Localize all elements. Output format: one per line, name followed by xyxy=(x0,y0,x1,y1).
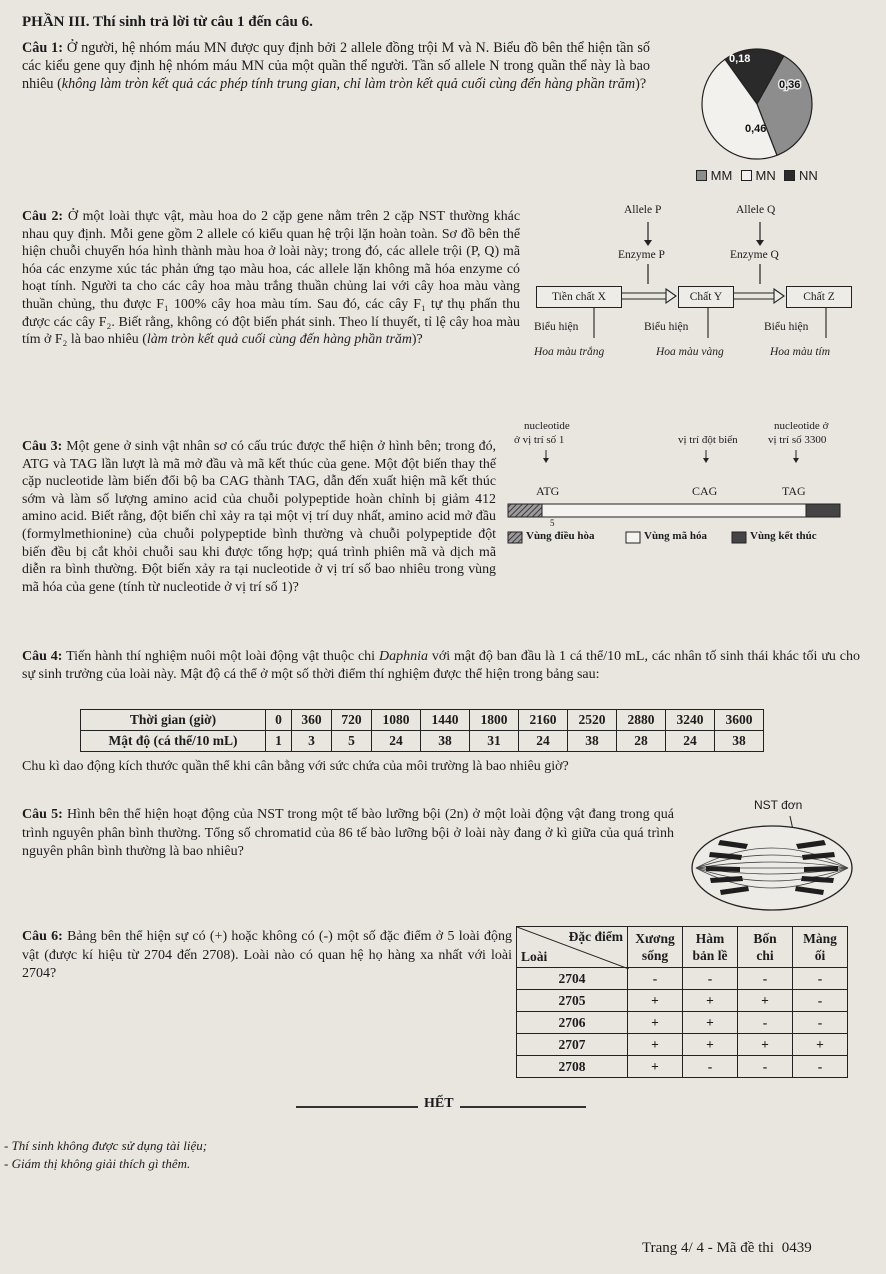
question-1-end: )? xyxy=(635,75,647,92)
allele-q-label: Allele Q xyxy=(736,204,776,216)
col-vertebra-l1: Xương xyxy=(635,931,675,946)
col-amnion-l1: Màng xyxy=(803,931,837,946)
mutation-codon-cag: CAG xyxy=(692,484,718,498)
gene-structure-diagram xyxy=(506,418,856,550)
legend-nn-icon xyxy=(784,170,795,181)
allele-p-label: Allele P xyxy=(624,204,662,216)
trait-cell: + xyxy=(628,990,683,1012)
species-id: 2706 xyxy=(517,1012,628,1034)
col-limbs xyxy=(738,927,793,968)
time-cell: 1080 xyxy=(372,710,421,731)
col-limbs-l2: chi xyxy=(756,948,774,963)
page-number-text: Trang 4/ 4 - Mã đề thi xyxy=(642,1240,774,1256)
density-row xyxy=(81,731,764,752)
question-1-note: không làm tròn kết quả các phép tính trung gian, chỉ làm tròn kết quả cuối cùng đến hàng phần trăm xyxy=(61,75,636,92)
expression-label-z: Biểu hiện xyxy=(764,321,809,333)
table-row xyxy=(517,1056,848,1078)
col-amnion xyxy=(793,927,848,968)
table-row xyxy=(517,1034,848,1056)
col-jaw xyxy=(683,927,738,968)
end-mark: HẾT xyxy=(418,1096,460,1112)
question-2-label: Câu 2: xyxy=(22,209,64,224)
enzyme-q-label: Enzyme Q xyxy=(730,249,779,261)
time-cell: 2880 xyxy=(617,710,666,731)
question-3-part-a xyxy=(22,438,496,596)
species-traits-table xyxy=(516,926,848,1078)
density-cell: 1 xyxy=(266,731,292,752)
question-4 xyxy=(22,648,860,684)
question-6-label: Câu 6: xyxy=(22,929,63,944)
table-row xyxy=(517,968,848,990)
density-cell: 38 xyxy=(421,731,470,752)
legend-mm-icon xyxy=(696,170,707,181)
legend-termination-region: Vùng kết thúc xyxy=(750,530,817,542)
nuc3300-label-a: nucleotide ở xyxy=(774,420,829,432)
density-cell: 24 xyxy=(519,731,568,752)
single-chromosome-label: NST đơn xyxy=(754,798,803,812)
legend-mm-label: MM xyxy=(710,168,733,183)
species-id: 2705 xyxy=(517,990,628,1012)
density-cell: 28 xyxy=(617,731,666,752)
trait-cell: + xyxy=(683,990,738,1012)
legend-coding-region: Vùng mã hóa xyxy=(644,530,707,542)
trait-cell: - xyxy=(738,1012,793,1034)
time-cell: 720 xyxy=(332,710,372,731)
header-species: Loài xyxy=(521,949,548,964)
question-5 xyxy=(22,806,674,862)
time-cell: 1440 xyxy=(421,710,470,731)
question-6-text: Bảng bên thể hiện sự có (+) hoặc không có (-) một số đặc điểm ở 5 loài động vật (được kí hiệu từ 2704 đến 2708). Loài nào có quan hệ họ hàng xa nhất với loài 2704? xyxy=(22,929,512,981)
footer-note-2: - Giám thị không giải thích gì thêm. xyxy=(4,1156,191,1171)
question-1-text: Ở người, hệ nhóm máu MN được quy định bởi 2 allele đồng trội M và N. Biểu đồ bên thể hiện tần số các kiểu gene quy định hệ nhóm máu MN của một quần thể người. Tần số allele N trong quần thể này là bao nhiêu ( xyxy=(22,40,650,92)
trait-cell: - xyxy=(793,1056,848,1078)
stop-codon-tag: TAG xyxy=(782,484,806,498)
question-1-label: Câu 1: xyxy=(22,40,63,56)
species-id: 2704 xyxy=(517,968,628,990)
page-footer xyxy=(642,1240,812,1257)
expression-label-x: Biểu hiện xyxy=(534,321,579,333)
table-row xyxy=(517,1012,848,1034)
trait-cell: + xyxy=(683,1012,738,1034)
anaphase-cell-figure xyxy=(686,814,858,914)
trait-cell: + xyxy=(628,1056,683,1078)
density-cell: 24 xyxy=(666,731,715,752)
species-id: 2707 xyxy=(517,1034,628,1056)
legend-mn-icon xyxy=(741,170,752,181)
small-number-5: 5 xyxy=(550,518,555,528)
time-header: Thời gian (giờ) xyxy=(81,710,266,731)
nuc1-label-b: ở vị trí số 1 xyxy=(514,434,565,446)
section-title: PHẦN III. Thí sinh trả lời từ câu 1 đến câu 6. xyxy=(22,14,313,30)
time-cell: 2520 xyxy=(568,710,617,731)
trait-cell: + xyxy=(683,1034,738,1056)
density-cell: 3 xyxy=(292,731,332,752)
question-1 xyxy=(22,40,650,93)
question-2-text: Ở một loài thực vật, màu hoa do 2 cặp gene nằm trên 2 cặp NST thường khác nhau quy định. Mỗi gene gồm 2 allele có kiểu quan hệ trội lặn hoàn toàn. Sơ đồ bên thể hiện chuỗi chuyển hóa hình thành màu hoa ở loài này; trong đó, các allele trội (P, Q) mã hóa các enzyme xúc tác phản ứng tạo màu hoa, các allele lặn không mã hóa enzyme có hoạt tính. Người ta cho các cây hoa màu trắng thuần chủng lai với cây hoa màu vàng thuần chủng, thu được F₁ 100% cây hoa màu tím. Sau đó, các cây F₁ tự thụ phấn thu được các cây F₂. Biết rằng, không có đột biến phát sinh. Theo lí thuyết, tỉ lệ cây hoa màu tím ở F₂ là bao nhiêu ( xyxy=(22,209,520,348)
question-4-label: Câu 4: xyxy=(22,649,63,664)
time-cell: 2160 xyxy=(519,710,568,731)
pathway-arrows xyxy=(528,200,858,368)
density-cell: 38 xyxy=(568,731,617,752)
col-vertebra-l2: sống xyxy=(641,948,669,963)
time-cell: 360 xyxy=(292,710,332,731)
col-limbs-l1: Bốn xyxy=(753,931,777,946)
header-traits: Đặc điểm xyxy=(568,929,623,944)
question-4-text-a: Tiến hành thí nghiệm nuôi một loài động vật thuộc chi xyxy=(66,649,379,664)
col-jaw-l1: Hàm xyxy=(695,931,725,946)
question-6 xyxy=(22,928,512,984)
trait-cell: - xyxy=(738,1056,793,1078)
genotype-pie-chart xyxy=(682,46,832,162)
trait-cell: + xyxy=(738,1034,793,1056)
nuc1-label-a: nucleotide xyxy=(524,420,570,432)
footer-note-1: - Thí sinh không được sử dụng tài liệu; xyxy=(4,1138,208,1153)
pie-legend xyxy=(696,168,856,183)
legend-regulatory-region: Vùng điều hòa xyxy=(526,530,595,542)
question-3-label: Câu 3: xyxy=(22,439,63,454)
table-corner-cell xyxy=(517,927,628,968)
substance-y-box: Chất Y xyxy=(678,286,734,308)
trait-cell: - xyxy=(628,968,683,990)
pie-label-mm: 0,36 xyxy=(779,79,801,91)
question-2-part-a xyxy=(22,208,520,349)
col-jaw-l2: bản lề xyxy=(692,948,728,963)
trait-cell: - xyxy=(683,968,738,990)
question-5-label: Câu 5: xyxy=(22,807,63,822)
mutation-position-label: vị trí đột biến xyxy=(678,434,738,446)
question-2-note: làm tròn kết quả cuối cùng đến hàng phần trăm xyxy=(146,332,412,348)
nuc3300-label-b: vị trí số 3300 xyxy=(768,434,827,446)
time-row xyxy=(81,710,764,731)
pie-label-mn: 0,46 xyxy=(745,123,767,135)
trait-cell: + xyxy=(628,1012,683,1034)
enzyme-p-label: Enzyme P xyxy=(618,249,665,261)
substance-z-box: Chất Z xyxy=(786,286,852,308)
legend-nn-label: NN xyxy=(799,168,818,183)
col-vertebra xyxy=(628,927,683,968)
table-row xyxy=(517,990,848,1012)
trait-cell: + xyxy=(628,1034,683,1056)
time-cell: 3600 xyxy=(715,710,764,731)
start-codon-atg: ATG xyxy=(536,484,560,498)
daphnia-density-table xyxy=(80,709,764,752)
question-4-ask: Chu kì dao động kích thước quần thể khi cân bằng với sức chứa của môi trường là bao nhiêu giờ? xyxy=(22,759,569,774)
time-cell: 3240 xyxy=(666,710,715,731)
purple-flower-label: Hoa màu tím xyxy=(770,346,831,358)
trait-cell: - xyxy=(793,990,848,1012)
trait-cell: - xyxy=(793,968,848,990)
density-cell: 24 xyxy=(372,731,421,752)
density-header: Mật độ (cá thể/10 mL) xyxy=(81,731,266,752)
density-cell: 31 xyxy=(470,731,519,752)
trait-cell: - xyxy=(738,968,793,990)
question-4-text-b: với mật độ ban đầu là 1 cá thể/10 mL, các nhân tố sinh thái khác tối ưu cho sự sinh trưởng của loài này. Mật độ cá thể ở một số thời điểm thí nghiệm được thể hiện trong bảng sau: xyxy=(22,649,861,682)
question-4-genus: Daphnia xyxy=(378,649,428,664)
question-2-end: )? xyxy=(411,332,423,348)
density-cell: 5 xyxy=(332,731,372,752)
yellow-flower-label: Hoa màu vàng xyxy=(656,346,724,358)
density-cell: 38 xyxy=(715,731,764,752)
time-cell: 1800 xyxy=(470,710,519,731)
question-3-text: Một gene ở sinh vật nhân sơ có cấu trúc được thể hiện ở hình bên; trong đó, ATG và TAG lần lượt là mã mở đầu và mã kết thúc của gene. Một đột biến thay thế cặp nucleotide làm biến đổi bộ ba CAG thành TAG, dẫn đến xuất hiện mã kết thúc sớm và làm số lượng amino acid của chuỗi polypeptide hoàn chỉnh bị giảm 412 amino acid. Biết rằng, đột biến chỉ xảy ra tại một vị trí duy nhất, amino acid mở đầu (formylmethionine) của chuỗi polypeptide bình thường và chuỗi polypeptide đột biến đều bị cắt khỏi chuỗi sau khi được tổng hợp; quá trình phiên mã và dịch mã diễn ra bình thường. Đột biến xảy ra tại nucleotide ở vị trí số bao nhiêu trong vùng mã hóa của gene (tính từ nucleotide ở vị trí số 1)? xyxy=(22,439,496,595)
trait-cell: - xyxy=(793,1012,848,1034)
traits-header-row xyxy=(517,927,848,968)
species-id: 2708 xyxy=(517,1056,628,1078)
pie-label-nn: 0,18 xyxy=(729,53,751,65)
col-amnion-l2: ối xyxy=(814,948,826,963)
precursor-x-box: Tiền chất X xyxy=(536,286,622,308)
question-5-text: Hình bên thể hiện hoạt động của NST trong một tế bào lưỡng bội (2n) ở một loài động vật đang trong quá trình nguyên phân bình thường. Tổng số chromatid của 86 tế bào lưỡng bội ở loài này đang ở kì giữa của quá trình nguyên phân bình thường là bao nhiêu? xyxy=(22,807,675,859)
trait-cell: + xyxy=(738,990,793,1012)
time-cell: 0 xyxy=(266,710,292,731)
legend-mn-label: MN xyxy=(755,168,776,183)
trait-cell: - xyxy=(683,1056,738,1078)
trait-cell: + xyxy=(793,1034,848,1056)
white-flower-label: Hoa màu trắng xyxy=(534,346,605,358)
expression-label-y: Biểu hiện xyxy=(644,321,689,333)
exam-code: 0439 xyxy=(781,1240,812,1256)
metabolic-pathway-diagram xyxy=(528,200,858,368)
